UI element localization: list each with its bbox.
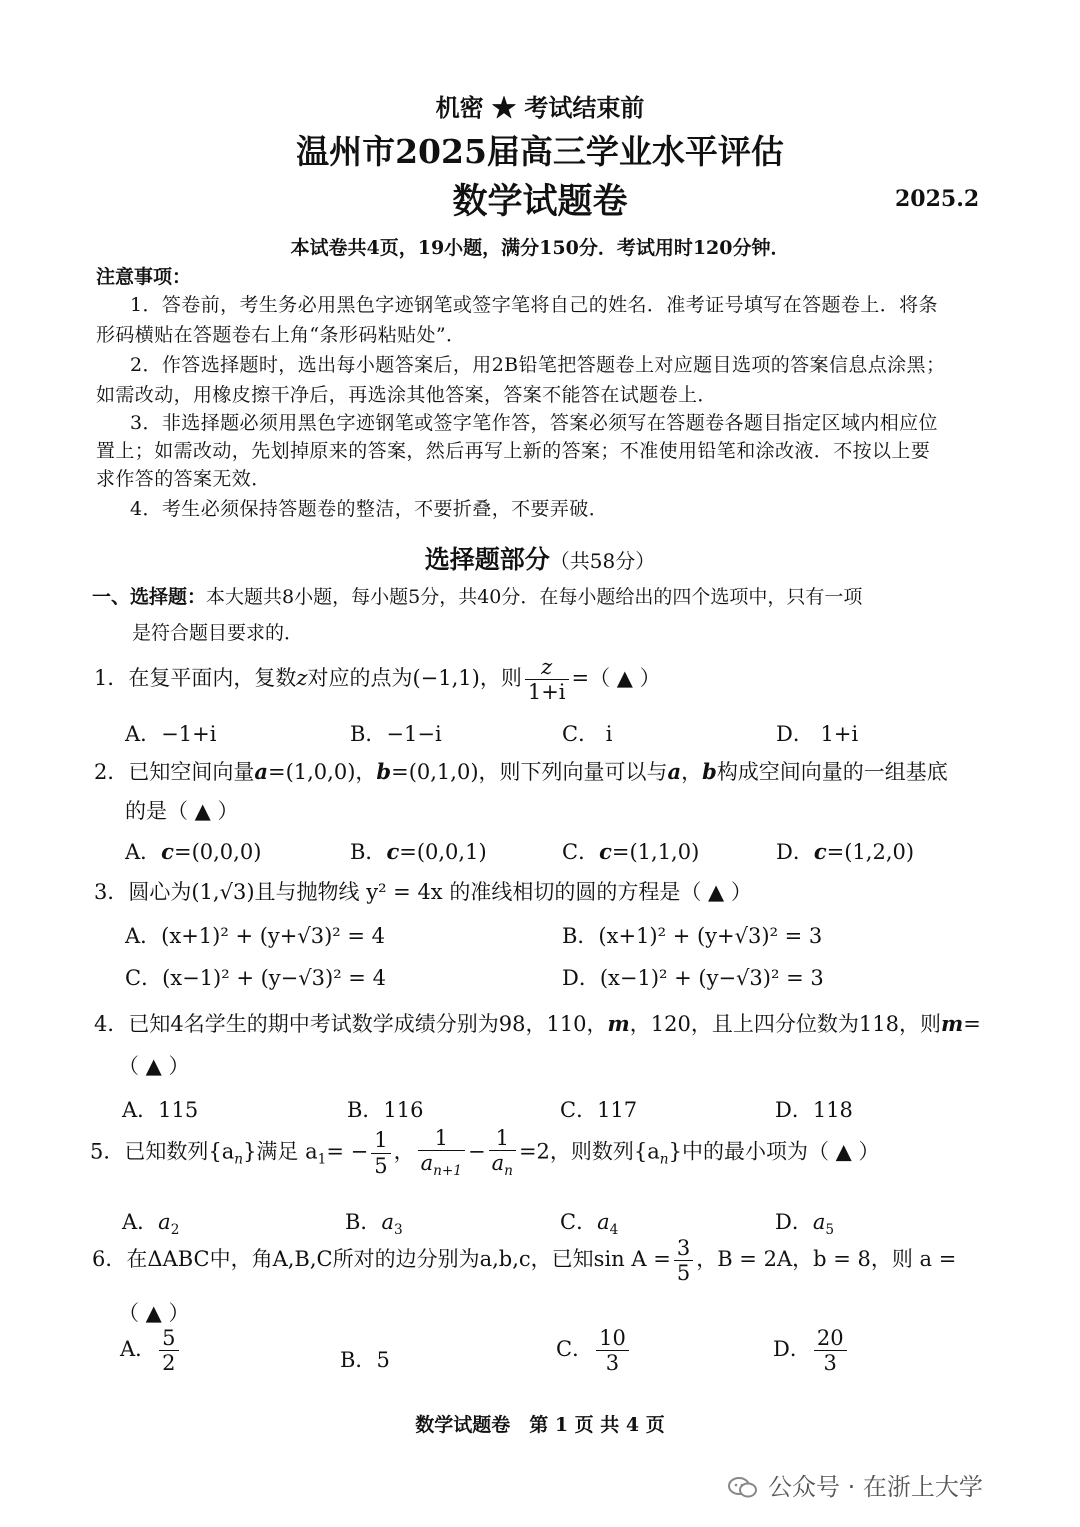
option-label: A． [120, 1337, 157, 1362]
subscript: 4 [609, 1222, 619, 1239]
question-text: ，B = 2A，b = 8，则 a = [696, 1247, 957, 1272]
watermark [728, 1467, 983, 1502]
fraction-denominator [489, 1151, 516, 1180]
page-footer: 数学试题卷 第 1 页 共 4 页 [415, 1414, 665, 1436]
option-label: B． [340, 1348, 377, 1372]
option-var: a [812, 1210, 826, 1234]
option-b: B．116 [347, 1098, 424, 1122]
option-value: 5 [376, 1348, 390, 1372]
option-value: =(1,1,0) [611, 840, 700, 864]
option-label: C． [556, 1337, 594, 1362]
question-text: ， [681, 760, 703, 784]
option-var: a [381, 1210, 394, 1234]
section-heading [0, 540, 1080, 576]
part-instruction [92, 582, 862, 609]
notice-line: 置上；如需改动，先划掉原来的答案，然后再写上新的答案；不准使用铅笔和涂改液．不按以上要 [96, 440, 931, 462]
question-text: =2，则数列{a [518, 1139, 660, 1164]
fraction-numerator: 1 [489, 1126, 516, 1151]
fraction [596, 1326, 629, 1375]
option-c [562, 836, 699, 866]
option-value: =(1,2,0) [826, 840, 915, 864]
exam-date: 2025.2 [895, 186, 980, 212]
option-label: A． [122, 1210, 159, 1234]
denominator-var: a [491, 1151, 505, 1176]
option-a: A．115 [122, 1098, 199, 1122]
option-var: a [158, 1210, 171, 1234]
vector-a: a [254, 759, 268, 784]
option-label: D． [776, 840, 814, 864]
question-3 [94, 876, 752, 906]
variable-m: m [607, 1011, 630, 1036]
variable-z: z [296, 666, 308, 691]
option-d: D．(x−1)² + (y−√3)² = 3 [562, 966, 824, 990]
fraction [371, 1128, 390, 1177]
option-c: C．117 [560, 1098, 638, 1122]
option-a: A．(x+1)² + (y+√3)² = 4 [125, 924, 386, 948]
subscript: n [504, 1163, 513, 1180]
question-6 [92, 1236, 956, 1285]
question-text: 已知空间向量 [128, 760, 255, 784]
option-a [120, 1326, 182, 1375]
fraction-denominator: 5 [374, 1153, 388, 1178]
notice-line: 如需改动，用橡皮擦干净后，再选涂其他答案，答案不能答在试题卷上． [96, 384, 717, 406]
part-label: 一、选择题： [92, 586, 207, 608]
exam-title: 温州市2025届高三学业水平评估 [296, 132, 784, 171]
option-b: B．(x+1)² + (y+√3)² = 3 [562, 924, 823, 948]
vector-a: a [667, 759, 682, 784]
confidential-label: 机密 ★ 考试结束前 [435, 93, 645, 122]
option-a [122, 1206, 179, 1238]
option-d [776, 836, 914, 866]
vector-c: c [813, 839, 827, 864]
fraction-denominator: 2 [162, 1351, 176, 1376]
option-c: C． i [562, 722, 613, 746]
notice-heading: 注意事项： [96, 266, 192, 288]
notice-line: 1．答卷前，考生务必用黑色字迹钢笔或签字笔将自己的姓名．准考证号填写在答题卷上．将条 [130, 294, 938, 316]
section-score: （共58分） [549, 549, 656, 573]
fraction [489, 1126, 516, 1180]
subscript: n+1 [433, 1163, 462, 1180]
subscript: 5 [825, 1222, 835, 1239]
exam-info: 本试卷共4页，19小题，满分150分．考试用时120分钟． [290, 237, 790, 259]
question-number: 2． [94, 760, 129, 784]
option-b [350, 836, 487, 866]
option-d: D． 1+i [776, 722, 859, 746]
option-b [340, 1344, 390, 1374]
notice-line: 4．考生必须保持答题卷的整洁，不要折叠，不要弄破． [130, 498, 609, 520]
fraction-denominator: 3 [605, 1351, 620, 1376]
fraction-numerator: 1 [371, 1128, 390, 1153]
option-label: C． [560, 1210, 598, 1234]
option-label: C． [562, 840, 600, 864]
fraction-numerator: 1 [418, 1126, 465, 1151]
question-text: ，120，且上四分位数为118，则 [629, 1012, 941, 1036]
vector-c: c [599, 839, 612, 864]
section-title: 选择题部分 [424, 545, 550, 574]
question-text: }满足 a [243, 1139, 318, 1164]
option-c: C．(x−1)² + (y−√3)² = 4 [125, 966, 386, 990]
fraction-denominator [418, 1151, 465, 1180]
question-text: 已知4名学生的期中考试数学成绩分别为98，110， [128, 1012, 608, 1036]
question-text: = [963, 1012, 981, 1036]
subscript: 2 [170, 1222, 180, 1239]
question-number: 6． [92, 1247, 127, 1272]
question-4 [94, 1008, 981, 1038]
fraction-denominator: 3 [823, 1351, 837, 1376]
fraction [525, 655, 569, 704]
question-6-line2: （ ▲ ） [118, 1301, 190, 1325]
question-1 [94, 655, 661, 704]
question-text: 构成空间向量的一组基底 [716, 760, 948, 784]
vector-c: c [386, 839, 400, 864]
fraction-numerator: 3 [674, 1236, 693, 1261]
question-text: ， [393, 1139, 415, 1164]
fraction [159, 1326, 178, 1375]
question-2-line2: 的是（ ▲ ） [125, 799, 239, 823]
fraction-numerator: 5 [159, 1326, 178, 1351]
fraction [674, 1236, 693, 1285]
question-2 [94, 756, 948, 786]
question-text: − [468, 1139, 486, 1164]
notice-line: 形码横贴在答题卷右上角“条形码粘贴处”． [96, 324, 466, 346]
option-label: D． [775, 1210, 813, 1234]
notice-line: 2．作答选择题时，选出每小题答案后，用2B铅笔把答题卷上对应题目选项的答案信息点涂黑； [130, 354, 946, 376]
fraction-numerator: 20 [814, 1326, 847, 1351]
vector-c: c [161, 839, 174, 864]
option-value: =(0,0,0) [173, 840, 262, 864]
fraction-denominator: 5 [676, 1261, 691, 1286]
question-text: 已知数列{a [124, 1139, 235, 1164]
question-text: 圆心为(1,√3)且与抛物线 y² = 4x 的准线相切的圆的方程是（ ▲ ） [128, 880, 752, 904]
option-b: B．−1−i [350, 722, 442, 746]
question-number: 1． [94, 666, 129, 691]
option-label: A． [125, 840, 162, 864]
option-c [560, 1206, 618, 1238]
question-text: 在复平面内，复数 [128, 666, 297, 691]
question-text: = − [326, 1139, 369, 1164]
fraction-numerator: 10 [596, 1326, 629, 1351]
question-number: 5． [90, 1139, 125, 1164]
question-number: 3． [94, 880, 129, 904]
question-text: =(0,1,0)，则下列向量可以与 [391, 760, 668, 784]
option-d [773, 1326, 850, 1375]
part-text: 本大题共8小题，每小题5分，共40分．在每小题给出的四个选项中，只有一项 [206, 586, 863, 608]
option-label: B． [345, 1210, 382, 1234]
watermark-text: 公众号 · 在浙上大学 [768, 1473, 983, 1501]
fraction-denominator: 1+i [527, 680, 566, 705]
question-text: 在ΔABC中，角A,B,C所对的边分别为a,b,c，已知sin A = [126, 1247, 671, 1272]
wechat-icon [728, 1476, 758, 1500]
question-number: 4． [94, 1012, 129, 1036]
variable-m: m [940, 1011, 964, 1036]
option-a: A．−1+i [125, 722, 217, 746]
option-label: D． [773, 1337, 811, 1362]
subscript: n [234, 1151, 244, 1168]
notice-line: 3．非选择题必须用黑色字迹钢笔或签字笔作答，答案必须写在答题卷各题目指定区域内相应位 [130, 412, 938, 434]
option-d: D．118 [775, 1098, 853, 1122]
fraction-numerator: z [525, 655, 569, 680]
vector-b: b [702, 759, 717, 784]
option-label: B． [350, 840, 387, 864]
exam-subtitle: 数学试题卷 [452, 181, 628, 222]
part-text-line2: 是符合题目要求的． [132, 622, 304, 644]
vector-b: b [376, 759, 392, 784]
question-text: }中的最小项为（ ▲ ） [668, 1139, 880, 1164]
option-c [556, 1326, 632, 1375]
subscript: 1 [317, 1151, 327, 1168]
fraction [814, 1326, 847, 1375]
subscript: 3 [393, 1222, 403, 1239]
question-text: =(1,0,0)， [267, 760, 377, 784]
option-a [125, 836, 261, 866]
denominator-var: a [420, 1151, 434, 1176]
question-5 [90, 1126, 879, 1180]
question-text: 对应的点为(−1,1)，则 [307, 666, 522, 691]
notice-line: 求作答的答案无效． [96, 468, 271, 490]
subscript: n [659, 1151, 669, 1168]
option-d [775, 1206, 834, 1238]
fraction [418, 1126, 465, 1180]
option-value: =(0,0,1) [399, 840, 487, 864]
option-var: a [597, 1210, 610, 1234]
option-b [345, 1206, 403, 1238]
answer-blank: =（ ▲ ） [571, 666, 661, 691]
question-4-line2: （ ▲ ） [118, 1054, 190, 1078]
